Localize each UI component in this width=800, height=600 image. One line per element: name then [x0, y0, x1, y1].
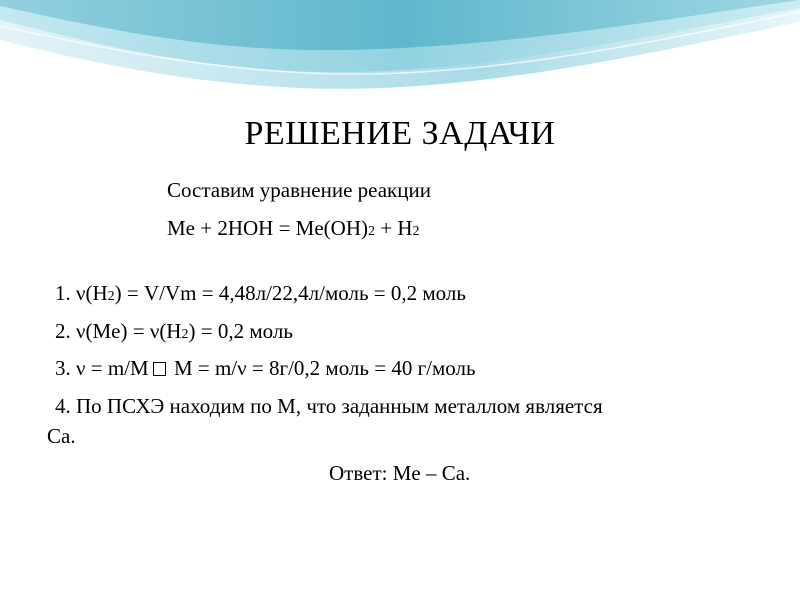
step-2-subscript: 2 [181, 327, 189, 342]
step-2-part-2: ) = 0,2 моль [188, 319, 293, 343]
solution-step-3 [55, 355, 476, 381]
step-1-subscript: 2 [107, 289, 115, 304]
step-3-part-1: 3. ν = m/M [55, 356, 149, 380]
solution-step-2 [55, 318, 293, 348]
equation-subscript-2: 2 [412, 224, 420, 239]
slide-title: РЕШЕНИЕ ЗАДАЧИ [244, 115, 556, 152]
answer-text: Ответ: Me – Ca. [329, 461, 471, 485]
step-1-part-2: ) = V/Vm = 4,48л/22,4л/моль = 0,2 моль [114, 281, 466, 305]
reaction-equation [167, 215, 420, 245]
solution-step-4-continuation: Ca. [47, 424, 76, 448]
implies-arrow-icon [153, 362, 166, 376]
header-wave-decoration [0, 0, 800, 110]
step-2-part-1: 2. ν(Me) = ν(H [55, 319, 182, 343]
solution-step-1 [55, 280, 466, 310]
solution-step-4: 4. По ПСХЭ находим по M, что заданным металлом является [55, 394, 603, 418]
step-1-part-1: 1. ν(H [55, 281, 108, 305]
equation-part-1: Me + 2HOH = Me(OH) [167, 216, 368, 240]
step-3-part-2: M = m/ν = 8г/0,2 моль = 40 г/моль [168, 356, 476, 380]
intro-text: Составим уравнение реакции [167, 178, 431, 202]
equation-part-2: + H [375, 216, 413, 240]
equation-subscript-1: 2 [368, 224, 375, 239]
